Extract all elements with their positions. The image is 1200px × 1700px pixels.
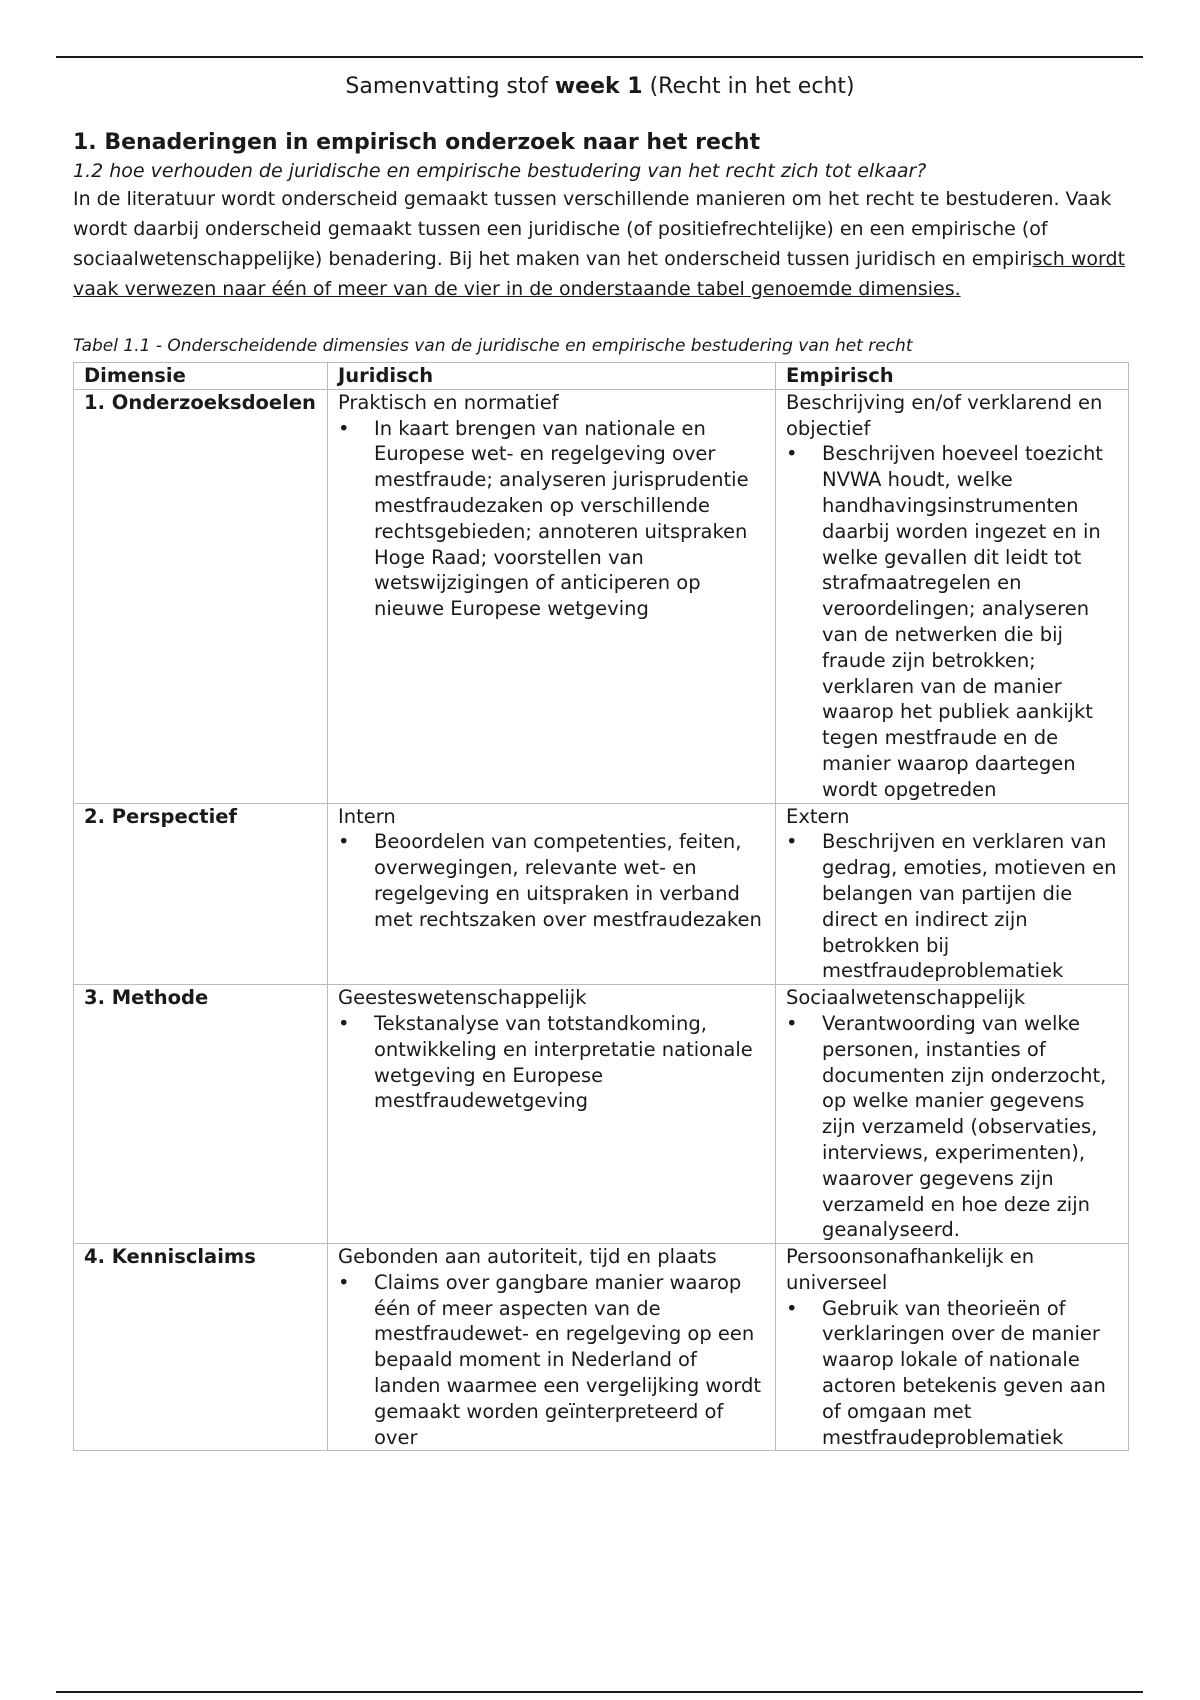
dimension-cell: 4. Kennisclaims <box>74 1244 328 1451</box>
paragraph-underlined-text: sch wordt vaak verwezen naar één of meer van de vier in de onderstaande tabel genoemde dimensies. <box>73 248 1126 300</box>
empirisch-bullet: • Verantwoording van welke personen, instanties of documenten zijn onderzocht, op welke manier gegevens zijn verzameld (observaties, interviews, experimenten), waarover gegevens zijn verzameld en hoe deze zijn geanalyseerd. <box>786 1011 1120 1243</box>
empirisch-cell <box>776 985 1129 1244</box>
juridisch-cell <box>328 985 776 1244</box>
juridisch-intro: Gebonden aan autoriteit, tijd en plaats <box>338 1245 717 1269</box>
empirisch-cell <box>776 389 1129 803</box>
title-prefix: Samenvatting stof <box>345 74 555 99</box>
table-caption: Tabel 1.1 - Onderscheidende dimensies van de juridische en empirische bestudering van het recht <box>73 336 913 356</box>
header-dimensie: Dimensie <box>74 363 328 390</box>
dimensions-table <box>73 362 1129 1451</box>
juridisch-intro: Praktisch en normatief <box>338 390 559 414</box>
juridisch-bullet: • In kaart brengen van nationale en Europese wet- en regelgeving over mestfraude; analyseren jurisprudentie mestfraudezaken op verschillende rechtsgebieden; annoteren uitspraken Hoge Raad; voorstellen van wetswijzigingen of anticiperen op nieuwe Europese wetgeving <box>338 416 767 622</box>
juridisch-cell <box>328 803 776 985</box>
header-juridisch: Juridisch <box>328 363 776 390</box>
title-suffix: (Recht in het echt) <box>642 74 855 99</box>
intro-paragraph <box>73 184 1128 304</box>
title-bold: week 1 <box>554 74 643 99</box>
dimension-cell: 3. Methode <box>74 985 328 1244</box>
juridisch-bullet: • Tekstanalyse van totstandkoming, ontwikkeling en interpretatie nationale wetgeving en Europese mestfraudewetgeving <box>338 1011 767 1114</box>
juridisch-intro: Geesteswetenschappelijk <box>338 986 587 1010</box>
empirisch-intro: Sociaalwetenschappelijk <box>786 986 1026 1010</box>
dimension-cell: 2. Perspectief <box>74 803 328 985</box>
empirisch-bullet: • Gebruik van theorieën of verklaringen over de manier waarop lokale of nationale actoren betekenis geven aan of omgaan met mestfraudeproblematiek <box>786 1296 1120 1451</box>
section-heading: 1. Benaderingen in empirisch onderzoek naar het recht <box>73 130 761 155</box>
section-subheading: 1.2 hoe verhouden de juridische en empirische bestudering van het recht zich tot elkaar? <box>73 160 927 182</box>
juridisch-intro: Intern <box>338 804 396 828</box>
juridisch-bullet: • Claims over gangbare manier waarop één of meer aspecten van de mestfraudewet- en regelgeving op een bepaald moment in Nederland of landen waarmee een vergelijking wordt gemaakt worden geïnterpreteerd of over <box>338 1270 767 1451</box>
document-body <box>73 128 1128 1451</box>
table-row <box>74 985 1129 1244</box>
juridisch-cell <box>328 389 776 803</box>
header-empirisch: Empirisch <box>776 363 1129 390</box>
empirisch-bullet: • Beschrijven hoeveel toezicht NVWA houdt, welke handhavingsinstrumenten daarbij worden ingezet en in welke gevallen dit leidt tot strafmaatregelen en veroordelingen; analyseren van de netwerken die bij fraude zijn betrokken; verklaren van de manier waarop het publiek aankijkt tegen mestfraude en de manier waarop daartegen wordt opgetreden <box>786 441 1120 802</box>
empirisch-intro: Persoonsonafhankelijk en universeel <box>786 1245 1035 1294</box>
empirisch-bullet: • Beschrijven en verklaren van gedrag, emoties, motieven en belangen van partijen die direct en indirect zijn betrokken bij mestfraudeproblematiek <box>786 829 1120 984</box>
empirisch-cell <box>776 1244 1129 1451</box>
table-row <box>74 389 1129 803</box>
empirisch-intro: Beschrijving en/of verklarend en objectief <box>786 390 1103 440</box>
empirisch-intro: Extern <box>786 804 850 828</box>
juridisch-cell <box>328 1244 776 1451</box>
dimension-cell: 1. Onderzoeksdoelen <box>74 389 328 803</box>
document-title <box>0 72 1200 102</box>
empirisch-cell <box>776 803 1129 985</box>
bottom-rule <box>56 1691 1143 1693</box>
top-rule <box>56 56 1143 58</box>
table-row <box>74 803 1129 985</box>
paragraph-text: In de literatuur wordt onderscheid gemaakt tussen verschillende manieren om het recht te bestuderen. Vaak wordt daarbij onderscheid gemaakt tussen een juridische (of positiefrechtelijke) en een empirische (of sociaalwetenschappelijke) benadering. Bij het maken van het onderscheid tussen juridisch en empiri <box>73 188 1112 270</box>
table-row <box>74 1244 1129 1451</box>
table-header-row <box>74 363 1129 390</box>
juridisch-bullet: • Beoordelen van competenties, feiten, overwegingen, relevante wet- en regelgeving en uitspraken in verband met rechtszaken over mestfraudezaken <box>338 829 767 932</box>
